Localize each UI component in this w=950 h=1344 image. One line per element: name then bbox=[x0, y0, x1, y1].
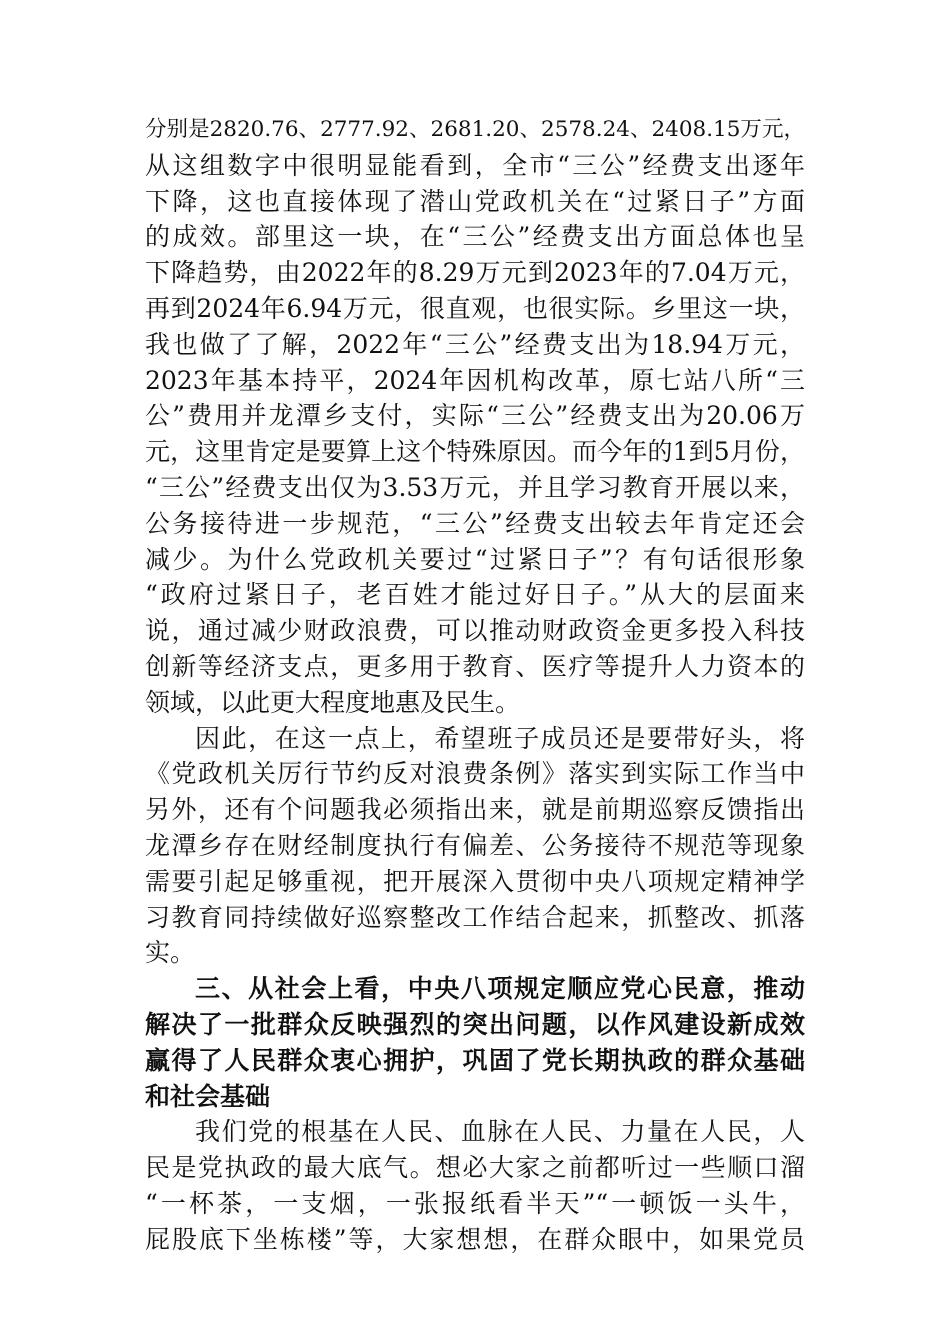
text-line: 《党政机关厉行节约反对浪费条例》落实到实际工作当中 bbox=[145, 759, 805, 789]
text-line: 我们党的根基在人民、血脉在人民、力量在人民，人 bbox=[195, 1117, 805, 1147]
text-line: 分别是2820.76、2777.92、2681.20、2578.24、2408.15万元， bbox=[145, 117, 805, 142]
text-line: “三公”经费支出仅为3.53万元，并且学习教育开展以来， bbox=[145, 472, 805, 502]
text-line: 公”费用并龙潭乡支付，实际“三公”经费支出为20.06万 bbox=[145, 401, 805, 431]
text-line: 元，这里肯定是要算上这个特殊原因。而今年的1到5月份， bbox=[145, 437, 805, 467]
heading-line: 三、从社会上看，中央八项规定顺应党心民意，推动 bbox=[195, 974, 805, 1004]
text-line: 下降，这也直接体现了潜山党政机关在“过紧日子”方面 bbox=[145, 186, 805, 216]
text-line: 创新等经济支点，更多用于教育、医疗等提升人力资本的 bbox=[145, 651, 805, 681]
text-line: “政府过紧日子，老百姓才能过好日子。”从大的层面来 bbox=[145, 580, 805, 610]
text-line: 2023年基本持平，2024年因机构改革，原七站八所“三 bbox=[145, 365, 805, 395]
text-line: 因此，在这一点上，希望班子成员还是要带好头，将 bbox=[195, 723, 805, 753]
heading-line: 解决了一批群众反映强烈的突出问题，以作风建设新成效 bbox=[145, 1009, 805, 1039]
text-line: 龙潭乡存在财经制度执行有偏差、公务接待不规范等现象 bbox=[145, 830, 805, 860]
document-page bbox=[145, 112, 805, 1258]
text-line: 实。 bbox=[145, 938, 196, 968]
section-heading bbox=[145, 971, 805, 1114]
text-line: 我也做了了解，2022年“三公”经费支出为18.94万元， bbox=[145, 329, 805, 359]
heading-line: 赢得了人民群众衷心拥护，巩固了党长期执政的群众基础 bbox=[145, 1045, 805, 1075]
text-line: 公务接待进一步规范，“三公”经费支出较去年肯定还会 bbox=[145, 508, 805, 538]
heading-line: 和社会基础 bbox=[145, 1081, 271, 1111]
text-line: 再到2024年6.94万元，很直观，也很实际。乡里这一块， bbox=[145, 293, 805, 323]
text-line: 习教育同持续做好巡察整改工作结合起来，抓整改、抓落 bbox=[145, 902, 805, 932]
text-line: 从这组数字中很明显能看到，全市“三公”经费支出逐年 bbox=[145, 150, 805, 180]
paragraph-2 bbox=[145, 721, 805, 972]
text-line: “一杯茶，一支烟，一张报纸看半天”“一顿饭一头牛， bbox=[145, 1188, 805, 1218]
text-line: 另外，还有个问题我必须指出来，就是前期巡察反馈指出 bbox=[145, 795, 805, 825]
text-line: 屁股底下坐栋楼”等，大家想想，在群众眼中，如果党员 bbox=[145, 1224, 805, 1254]
text-line: 民是党执政的最大底气。想必大家之前都听过一些顺口溜 bbox=[145, 1153, 805, 1183]
paragraph-3 bbox=[145, 1114, 805, 1257]
text-line: 的成效。部里这一块，在“三公”经费支出方面总体也呈 bbox=[145, 222, 805, 252]
paragraph-1 bbox=[145, 112, 805, 721]
text-line: 领域，以此更大程度地惠及民生。 bbox=[145, 687, 521, 717]
text-line: 需要引起足够重视，把开展深入贯彻中央八项规定精神学 bbox=[145, 866, 805, 896]
text-line: 减少。为什么党政机关要过“过紧日子”？有句话很形象 bbox=[145, 544, 805, 574]
text-line: 下降趋势，由2022年的8.29万元到2023年的7.04万元， bbox=[145, 258, 805, 288]
text-line: 说，通过减少财政浪费，可以推动财政资金更多投入科技 bbox=[145, 616, 805, 646]
